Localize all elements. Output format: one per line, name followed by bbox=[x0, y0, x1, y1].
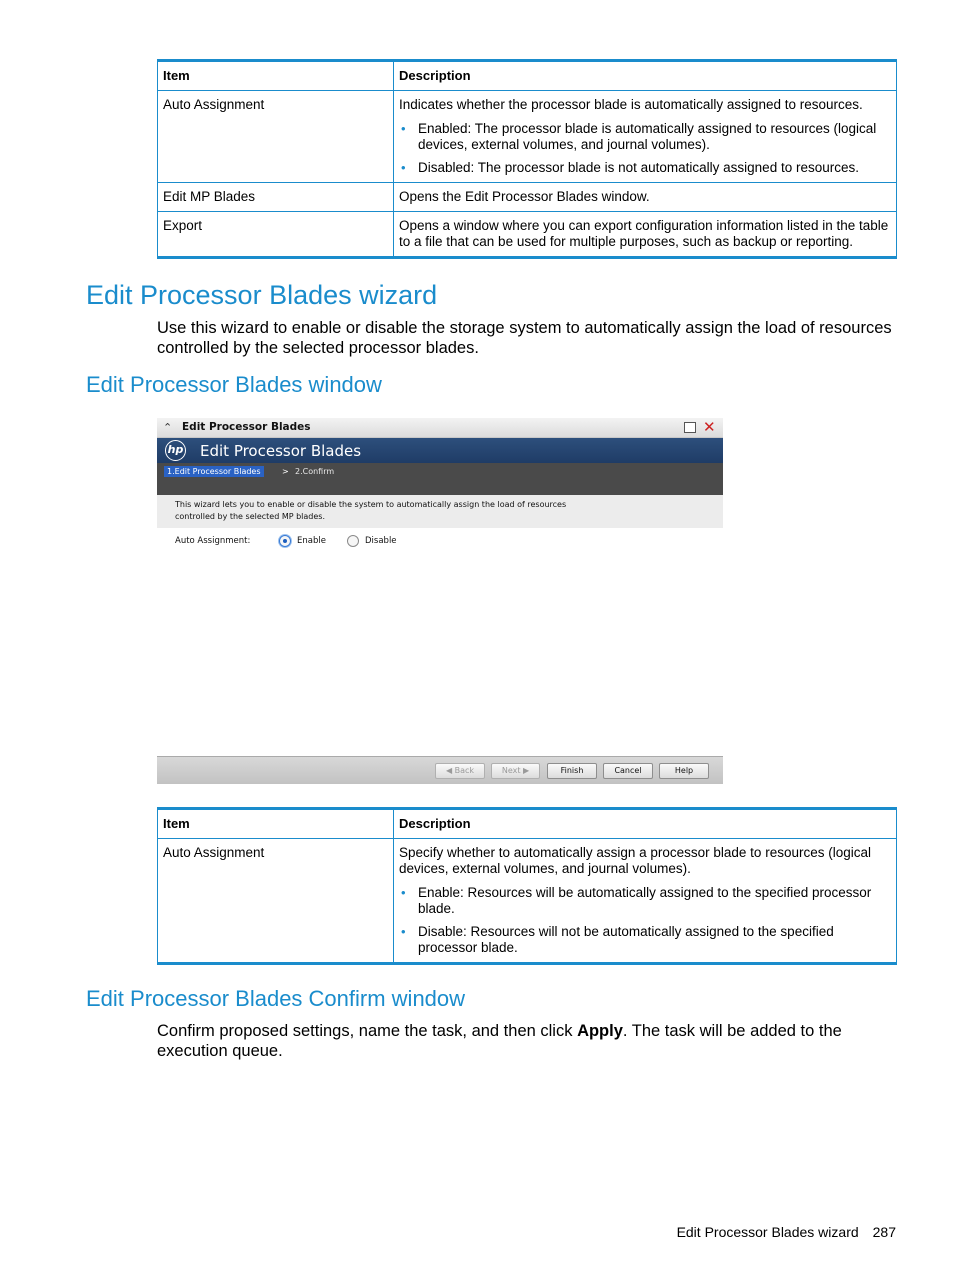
confirm-text bbox=[157, 1021, 902, 1061]
confirm-text-before: Confirm proposed settings, name the task, and then click bbox=[157, 1022, 578, 1040]
item-description-table-1 bbox=[157, 59, 897, 259]
help-button[interactable]: Help bbox=[659, 763, 709, 779]
table1-item-export: Export bbox=[158, 212, 394, 258]
wizard-steps bbox=[157, 463, 723, 495]
table1-header-item: Item bbox=[158, 61, 394, 91]
cancel-button[interactable]: Cancel bbox=[603, 763, 653, 779]
table2-item-auto-assignment: Auto Assignment bbox=[158, 839, 394, 964]
list-item: • Enabled: The processor blade is automatically assigned to resources (logical devices, external volumes, and journal volumes). bbox=[399, 121, 891, 153]
desc-text: Indicates whether the processor blade is automatically assigned to resources. bbox=[399, 97, 863, 112]
step-separator: > bbox=[282, 467, 289, 476]
wizard-banner bbox=[157, 438, 723, 463]
list-item: • Disable: Resources will not be automatically assigned to the specified processor blade. bbox=[399, 924, 891, 956]
enable-radio[interactable] bbox=[279, 535, 291, 547]
wizard-intro-text: Use this wizard to enable or disable the storage system to automatically assign the load of resources controlled by the selected processor blades. bbox=[157, 319, 892, 357]
finish-button[interactable]: Finish bbox=[547, 763, 597, 779]
next-button[interactable]: Next ▶ bbox=[491, 763, 540, 779]
wizard-intro-text: This wizard lets you to enable or disable the system to automatically assign the load of resources controlled by the selected MP blades. bbox=[175, 500, 567, 521]
disable-radio[interactable] bbox=[347, 535, 359, 547]
window-title: Edit Processor Blades bbox=[182, 421, 311, 433]
desc-text: Specify whether to automatically assign a processor blade to resources (logical devices, external volumes, and journal volumes). bbox=[399, 845, 871, 876]
enable-radio-label[interactable]: Enable bbox=[297, 536, 326, 546]
edit-processor-blades-window bbox=[157, 418, 723, 784]
disable-radio-label[interactable]: Disable bbox=[365, 536, 397, 546]
table-row bbox=[158, 839, 897, 964]
table1-desc-edit-mp-blades: Opens the Edit Processor Blades window. bbox=[394, 183, 897, 212]
section-heading-wizard: Edit Processor Blades wizard bbox=[86, 280, 438, 310]
list-item: • Disabled: The processor blade is not automatically assigned to resources. bbox=[399, 160, 891, 176]
wizard-footer bbox=[157, 756, 723, 784]
page-footer bbox=[677, 1224, 896, 1240]
table-row bbox=[158, 212, 897, 258]
step-confirm: 2.Confirm bbox=[295, 467, 335, 476]
table1-item-edit-mp-blades: Edit MP Blades bbox=[158, 183, 394, 212]
confirm-text-after: . The task will be added to the execution queue. bbox=[157, 1022, 842, 1060]
banner-title: Edit Processor Blades bbox=[200, 442, 362, 460]
table1-item-auto-assignment: Auto Assignment bbox=[158, 91, 394, 183]
bullet-list bbox=[399, 885, 891, 956]
collapse-icon[interactable]: ⌃ bbox=[163, 421, 173, 434]
page-number: 287 bbox=[872, 1224, 896, 1240]
bullet-list bbox=[399, 121, 891, 176]
footer-label: Edit Processor Blades wizard bbox=[676, 1224, 859, 1240]
table2-desc-auto-assignment bbox=[394, 839, 897, 964]
table-row bbox=[158, 91, 897, 183]
apply-keyword: Apply bbox=[577, 1022, 623, 1040]
table1-header-description: Description bbox=[394, 61, 897, 91]
table-row bbox=[158, 183, 897, 212]
list-item: • Enable: Resources will be automatically assigned to the specified processor blade. bbox=[399, 885, 891, 917]
window-titlebar bbox=[157, 418, 723, 438]
section-heading-window: Edit Processor Blades window bbox=[86, 372, 382, 397]
table2-header-item: Item bbox=[158, 809, 394, 839]
hp-logo: hp bbox=[165, 440, 186, 461]
item-description-table-2 bbox=[157, 807, 897, 965]
auto-assignment-label: Auto Assignment: bbox=[175, 536, 251, 546]
close-icon[interactable]: ✕ bbox=[703, 418, 716, 436]
table2-header-description: Description bbox=[394, 809, 897, 839]
wizard-intro bbox=[157, 495, 723, 528]
step-edit-processor-blades: 1.Edit Processor Blades bbox=[164, 466, 264, 477]
maximize-icon[interactable] bbox=[684, 422, 696, 433]
table1-desc-export: Opens a window where you can export configuration information listed in the table to a file that can be used for multiple purposes, such as backup or reporting. bbox=[394, 212, 897, 258]
back-button[interactable]: ◀ Back bbox=[435, 763, 485, 779]
section-heading-confirm: Edit Processor Blades Confirm window bbox=[86, 986, 466, 1011]
table1-desc-auto-assignment bbox=[394, 91, 897, 183]
